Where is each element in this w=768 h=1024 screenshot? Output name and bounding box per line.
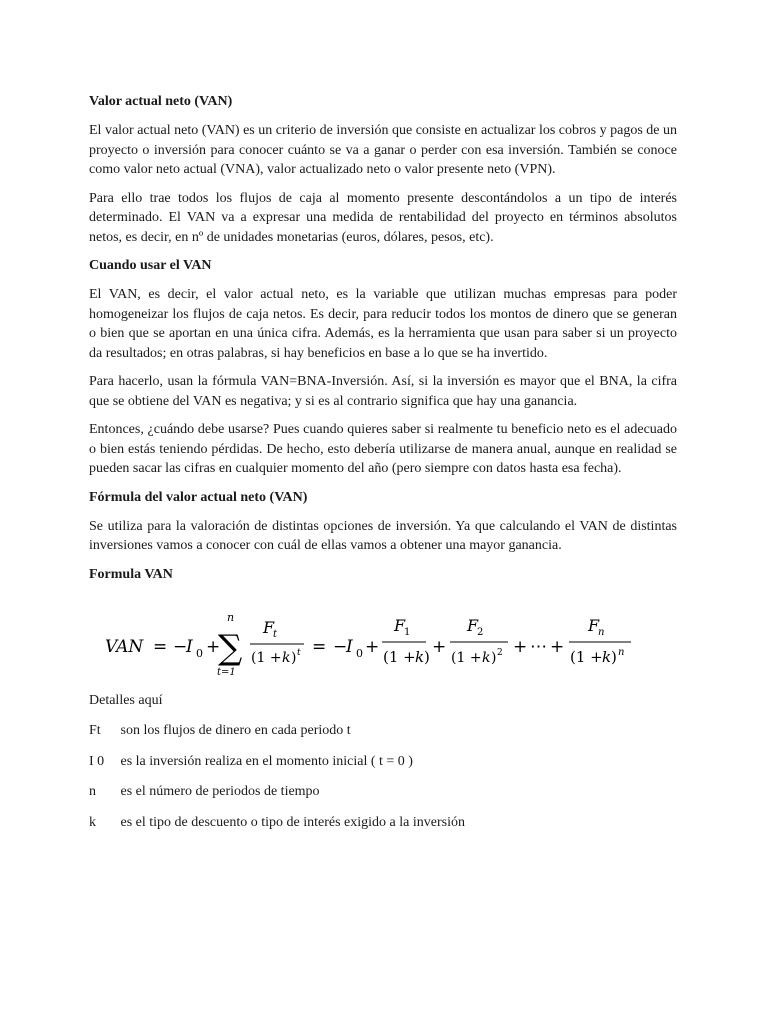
- formula-sub: 0: [196, 646, 203, 660]
- detail-item: [89, 752, 677, 772]
- denominator-close: ): [291, 649, 297, 666]
- document-content: [89, 92, 677, 843]
- numerator-sub: 1: [404, 626, 411, 638]
- formula-I: I: [346, 636, 353, 657]
- section-heading: Valor actual neto (VAN): [89, 94, 233, 109]
- denominator-exp: n: [618, 646, 625, 658]
- detail-term: k: [89, 814, 96, 830]
- formula-I: I: [186, 636, 193, 657]
- formula-plus: +: [550, 636, 565, 657]
- paragraph: Para ello trae todos los flujos de caja al momento presente descontándolos a un tipo de interés determinado. El VAN va a expresar una medida de rentabilidad del proyecto en términos absolutos netos, es decir, en nº de unidades monetarias (euros, dólares, pesos, etc).: [89, 190, 677, 245]
- detail-term: I 0: [89, 753, 105, 769]
- detail-item: [89, 721, 677, 741]
- paragraph: El valor actual neto (VAN) es un criterio de inversión que consiste en actualizar los cobros y pagos de un proyecto o inversión para conocer cuánto se va a ganar o perder con esa inversión. También se conoce como valor neto actual (VNA), valor actualizado neto o valor presente neto (VPN).: [89, 123, 677, 177]
- formula-minus: −: [173, 636, 188, 657]
- formula-equals: =: [153, 636, 168, 657]
- denominator-close: ): [611, 647, 617, 666]
- denominator-close: ): [424, 647, 430, 666]
- sum-upper: n: [227, 610, 235, 624]
- numerator: F: [394, 615, 406, 635]
- formula-plus: +: [206, 636, 221, 657]
- denominator-exp: t: [297, 647, 301, 658]
- denominator: (1 +: [570, 647, 603, 666]
- detail-desc: es el tipo de descuento o tipo de interés exigido a la inversión: [120, 814, 465, 830]
- detail-term: n: [89, 784, 96, 799]
- paragraph: Se utiliza para la valoración de distintas opciones de inversión. Ya que calculando el VAN de distintas inversiones vamos a conocer con cuál de ellas vamos a obtener una mayor ganancia.: [89, 518, 677, 553]
- denominator: (1 +: [251, 649, 282, 666]
- numerator: F: [263, 617, 275, 637]
- paragraph: Para hacerlo, usan la fórmula VAN=BNA-Inversión. Así, si la inversión es mayor que el BNA, la cifra que se obtiene del VAN es negativa; y si es al contrario significa que hay una ganancia.: [89, 374, 677, 409]
- formula-equals: =: [312, 636, 327, 657]
- detail-item: [89, 813, 677, 833]
- formula-plus: +: [432, 636, 447, 657]
- formula-van: VAN: [105, 636, 144, 657]
- sum-lower: t=1: [217, 666, 236, 678]
- formula-plus: +: [513, 636, 528, 657]
- numerator: F: [588, 615, 600, 635]
- denominator-k: k: [282, 649, 291, 666]
- formula-sub: 0: [356, 646, 363, 660]
- denominator-k: k: [482, 649, 491, 666]
- section-heading: Cuando usar el VAN: [89, 258, 212, 273]
- section-heading: Fórmula del valor actual neto (VAN): [89, 489, 308, 505]
- van-formula: [89, 595, 677, 683]
- formula-minus: −: [333, 636, 348, 657]
- numerator-sub: n: [598, 626, 605, 638]
- denominator: (1 +: [451, 649, 482, 666]
- paragraph: Entonces, ¿cuándo debe usarse? Pues cuando quieres saber si realmente tu beneficio neto es el adecuado o bien estás teniendo pérdidas. De hecho, esto debería utilizarse de manera anual, aunque en realidad se pueden sacar las cifras en cualquier momento del año (pero siempre con datos hasta esa fecha).: [89, 422, 677, 476]
- denominator-k: k: [415, 647, 425, 666]
- detail-item: [89, 782, 677, 802]
- detail-desc: es la inversión realiza en el momento inicial ( t = 0 ): [120, 753, 413, 769]
- detail-desc: es el número de periodos de tiempo: [120, 784, 320, 799]
- numerator-sub: 2: [477, 626, 484, 638]
- sum-symbol: ∑: [218, 627, 243, 668]
- details-list: [89, 691, 677, 833]
- numerator-sub: t: [273, 628, 278, 640]
- denominator-exp: 2: [497, 647, 503, 658]
- detail-desc: son los flujos de dinero en cada periodo t: [120, 723, 351, 738]
- formula-plus: +: [365, 636, 380, 657]
- denominator-k: k: [602, 647, 612, 666]
- details-title: Detalles aquí: [89, 692, 163, 708]
- denominator: (1 +: [383, 647, 416, 666]
- numerator: F: [467, 615, 479, 635]
- van-formula-svg: [99, 595, 659, 683]
- formula-dots: ⋯: [530, 636, 547, 657]
- formula-heading: Formula VAN: [89, 566, 173, 582]
- detail-term: Ft: [89, 723, 101, 738]
- paragraph: El VAN, es decir, el valor actual neto, es la variable que utilizan muchas empresas para poder homogeneizar los flujos de caja netos. Es decir, para reducir todos los montos de dinero que se generan o bien que se aportan en una única cifra. Además, es la herramienta que usan para saber si un proyecto da resultados; en otras palabras, si hay beneficios en base a lo que se ha invertido.: [89, 287, 677, 361]
- denominator-close: ): [491, 649, 497, 666]
